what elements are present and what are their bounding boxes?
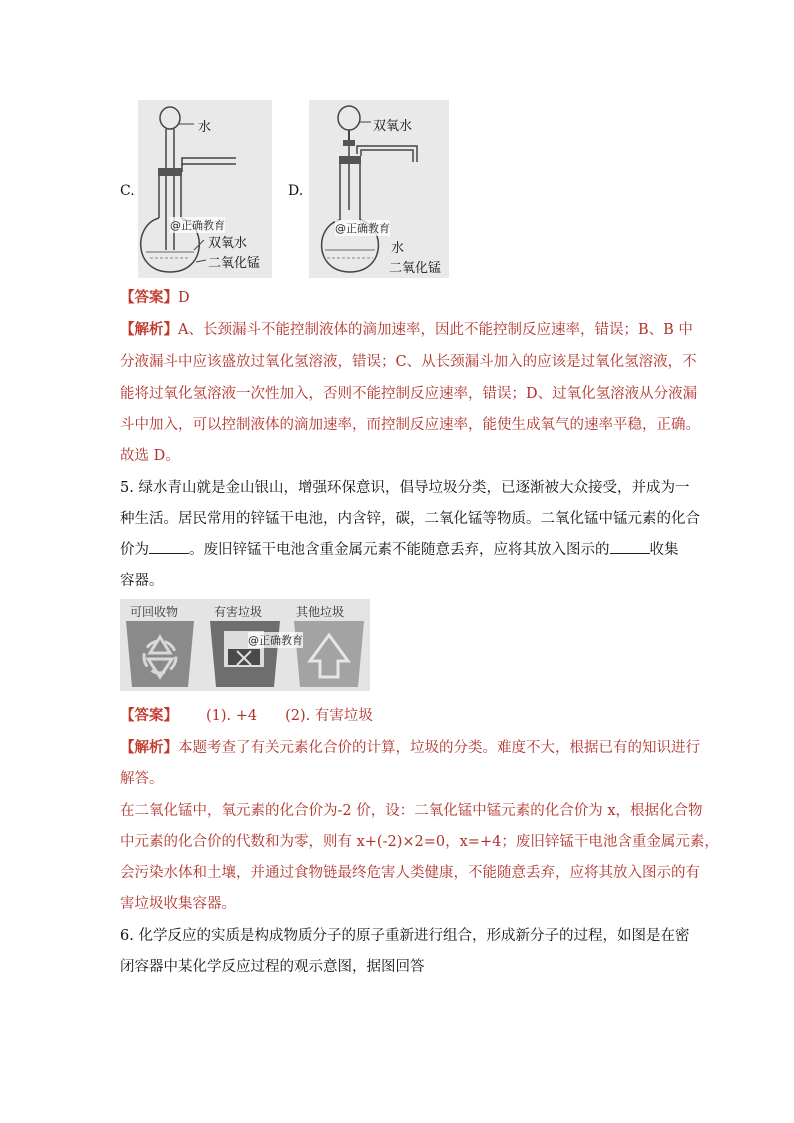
answer-part-1: (1). +4 [206, 708, 258, 724]
apparatus-c-solid-label: 二氧化锰 [208, 256, 261, 271]
answer-blank-1 [149, 539, 189, 554]
analysis-5-line-1 [120, 734, 700, 762]
apparatus-c-top-label: 水 [198, 120, 212, 135]
bin-label-hazardous: 有害垃圾 [214, 605, 263, 619]
analysis-4-line-5: 故选 D。 [120, 448, 180, 464]
answer-part-2: (2). 有害垃圾 [285, 708, 373, 724]
question-5-line-3 [120, 536, 679, 564]
question-text: 价为 [120, 542, 149, 558]
bin-label-recyclable: 可回收物 [130, 605, 179, 619]
apparatus-c-figure [138, 100, 272, 278]
analysis-5-line-4: 中元素的化合价的代数和为零，则有 x+(-2)×2=0，x=+4；废旧锌锰干电池含重金属元素， [120, 834, 719, 850]
analysis-tag: 【解析】 [120, 739, 178, 756]
analysis-4-line-1 [120, 316, 693, 344]
analysis-tag: 【解析】 [120, 321, 178, 338]
analysis-4-line-4: 斗中加入，可以控制液体的滴加速率，而控制反应速率，能使生成氧气的速率平稳，正确。 [120, 417, 700, 433]
analysis-5-line-6: 害垃圾收集容器。 [120, 896, 236, 912]
analysis-5-line-3: 在二氧化锰中，氧元素的化合价为-2 价，设：二氧化锰中锰元素的化合价为 x，根据化合物 [120, 803, 703, 819]
question-5-line-1: 5. 绿水青山就是金山银山，增强环保意识，倡导垃圾分类，已逐渐被大众接受，并成为一 [120, 480, 690, 496]
question-6-line-2: 闭容器中某化学反应过程的观示意图，据图回答 [120, 959, 425, 975]
question-6-line-1: 6. 化学反应的实质是构成物质分子的原子重新进行组合，形成新分子的过程，如图是在密 [120, 928, 690, 944]
answer-tag: 【答案】 [120, 707, 178, 724]
analysis-text: A、长颈漏斗不能控制液体的滴加速率，因此不能控制反应速率，错误；B、B 中 [178, 322, 693, 338]
question-text: 收集 [649, 542, 679, 558]
question-5-line-4: 容器。 [120, 573, 164, 589]
question-text: 。废旧锌锰干电池含重金属元素不能随意丢弃，应将其放入图示的 [189, 542, 610, 558]
bin-label-other: 其他垃圾 [296, 605, 345, 619]
option-c-label: C. [120, 183, 135, 199]
analysis-text: 本题考查了有关元素化合价的计算，垃圾的分类。难度不大，根据已有的知识进行 [178, 740, 700, 756]
watermark: @正确教育 [335, 222, 390, 235]
analysis-5-line-2: 解答。 [120, 771, 164, 787]
apparatus-d-liquid-label: 水 [391, 241, 405, 256]
watermark: @正确教育 [170, 219, 225, 232]
waste-bins-drawing [120, 599, 370, 691]
apparatus-d-solid-label: 二氧化锰 [389, 261, 442, 276]
answer-blank-2 [610, 539, 650, 554]
analysis-4-line-2: 分液漏斗中应该盛放过氧化氢溶液，错误；C、从长颈漏斗加入的应该是过氧化氢溶液，不 [120, 354, 697, 370]
answer-tag: 【答案】 [120, 289, 178, 306]
analysis-4-line-3: 能将过氧化氢溶液一次性加入，否则不能控制反应速率，错误；D、过氧化氢溶液从分液漏 [120, 386, 698, 402]
apparatus-d-top-label: 双氧水 [373, 119, 413, 134]
waste-bins-figure [120, 599, 370, 691]
question-5-line-2: 种生活。居民常用的锌锰干电池，内含锌，碳，二氧化锰等物质。二氧化锰中锰元素的化合 [120, 511, 700, 527]
watermark: @正确教育 [248, 634, 303, 647]
apparatus-c-liquid-label: 双氧水 [208, 236, 248, 251]
analysis-5-line-5: 会污染水体和土壤，并通过食物链最终危害人类健康，不能随意丢弃，应将其放入图示的有 [120, 865, 700, 881]
option-d-label: D. [288, 183, 304, 199]
answer-value: D [178, 290, 190, 306]
answer-4 [120, 284, 190, 312]
apparatus-d-figure [309, 100, 449, 278]
answer-5 [120, 702, 373, 730]
